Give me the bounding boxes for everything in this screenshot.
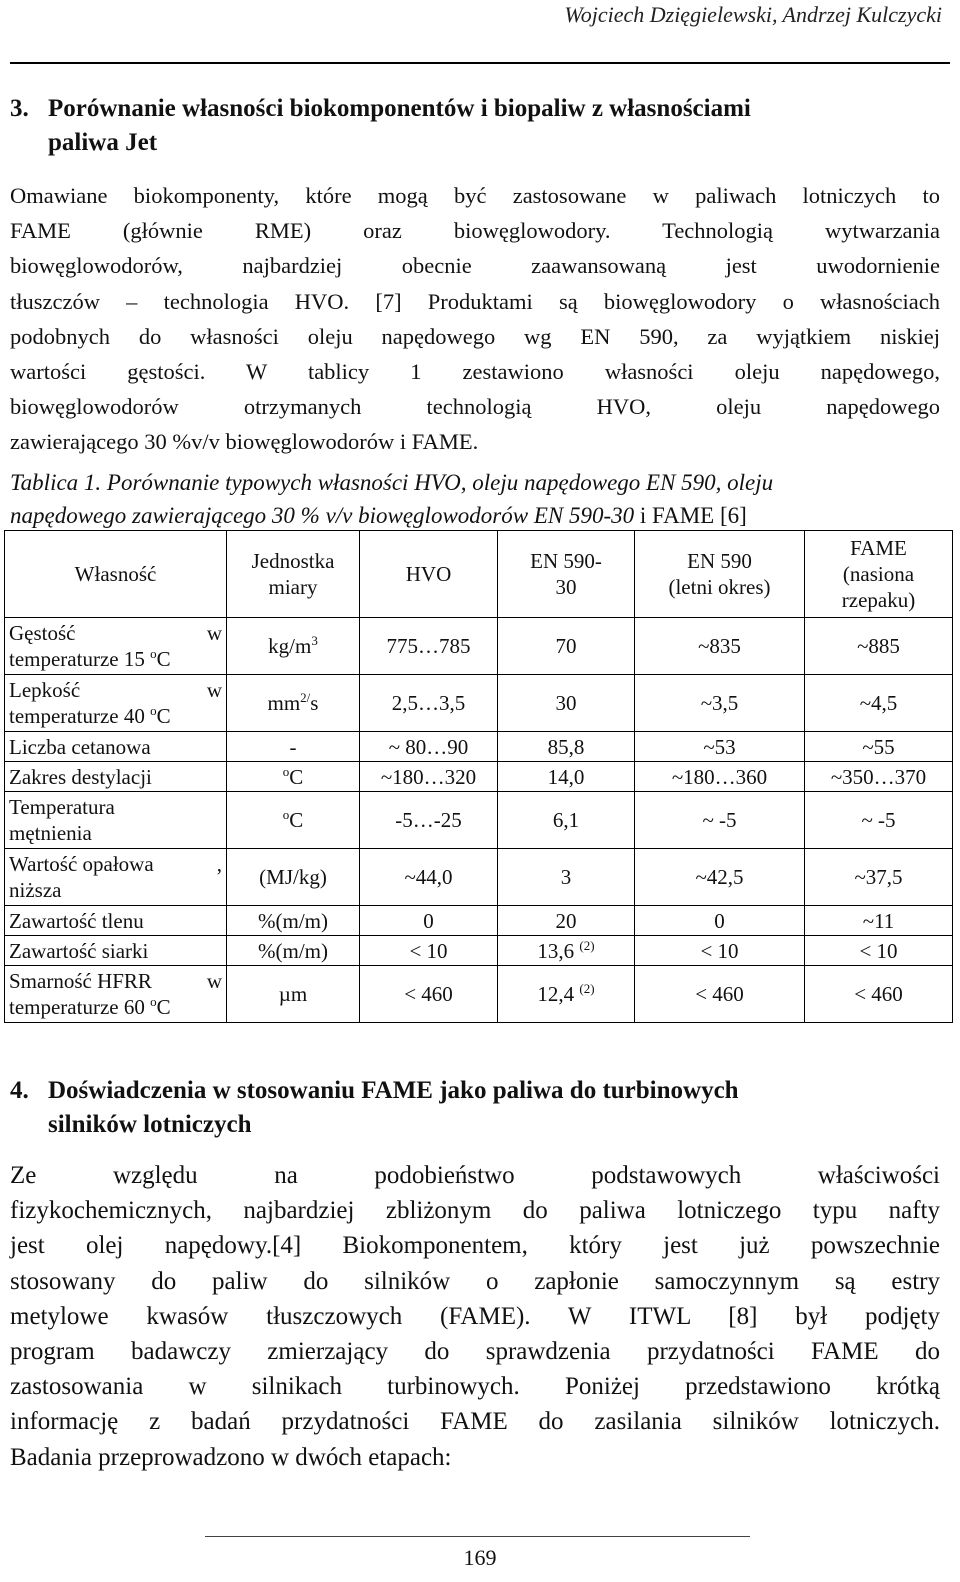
row-unit: $^o$C (227, 762, 360, 792)
row-unit: - (227, 732, 360, 762)
row-property: Zawartość siarki (5, 936, 227, 966)
row-hvo: 775…785 (360, 618, 498, 675)
paragraph-line: metylowe kwasów tłuszczowych (FAME). W ITWL [8] był podjęty (10, 1302, 940, 1330)
row-hvo: 2,5…3,5 (360, 675, 498, 732)
table-row (5, 966, 953, 1023)
section-4-heading (10, 1074, 940, 1142)
paragraph-line: fizykochemicznych, najbardziej zbliżonym do paliwa lotniczego typu nafty (10, 1197, 940, 1225)
section-4-title-line1: Doświadczenia w stosowaniu FAME jako paliwa do turbinowych (48, 1077, 739, 1104)
row-fame: ~37,5 (805, 849, 953, 906)
header-en590-30: EN 590- 30 (498, 531, 635, 618)
row-fame: < 460 (805, 966, 953, 1023)
row-en590-30: 14,0 (498, 762, 635, 792)
properties-table (4, 530, 953, 1023)
row-en590: < 460 (635, 966, 805, 1023)
paragraph-line: stosowany do paliw do silników o zapłonie samoczynnym są estry (10, 1267, 940, 1295)
row-hvo: 0 (360, 906, 498, 936)
section-4-title-line2: silników lotniczych (48, 1111, 252, 1138)
row-hvo: ~180…320 (360, 762, 498, 792)
row-unit: $kg/m^3$ (227, 618, 360, 675)
footer-rule (205, 1536, 750, 1537)
row-en590-30: 12,4 $^{(2)}$ (498, 966, 635, 1023)
section-3-title-line2: paliwa Jet (48, 129, 158, 156)
row-property: Lepkość w temperaturze 40 $^o$C (5, 675, 227, 732)
row-fame: ~885 (805, 618, 953, 675)
row-hvo: -5…-25 (360, 792, 498, 849)
paragraph-line: Omawiane biokomponenty, które mogą być zastosowane w paliwach lotniczych to (10, 183, 940, 208)
row-en590-30: 70 (498, 618, 635, 675)
caption-line2-plain: i FAME [6] (634, 503, 747, 528)
section-3-title-line1: Porównanie własności biokomponentów i biopaliw z własnościami (48, 95, 751, 122)
caption-line1: Tablica 1. Porównanie typowych własności HVO, oleju napędowego EN 590, oleju (10, 470, 774, 495)
row-property: Zawartość tlenu (5, 906, 227, 936)
paragraph-biocomponents (10, 178, 940, 460)
table-row (5, 936, 953, 966)
row-en590-30: 30 (498, 675, 635, 732)
table-row (5, 906, 953, 936)
row-hvo: < 10 (360, 936, 498, 966)
running-head: Wojciech Dzięgielewski, Andrzej Kulczycki (564, 2, 942, 27)
table-row (5, 762, 953, 792)
table-row (5, 792, 953, 849)
page-number: 169 (463, 1545, 497, 1570)
row-fame: < 10 (805, 936, 953, 966)
paragraph-line: biowęglowodorów otrzymanych technologią HVO, oleju napędowego (10, 394, 940, 420)
section-3-number: 3. (10, 95, 29, 122)
row-en590: < 10 (635, 936, 805, 966)
row-fame: ~350…370 (805, 762, 953, 792)
paragraph-line: program badawczy zmierzający do sprawdzenia przydatności FAME do (10, 1338, 940, 1366)
row-en590: ~ -5 (635, 792, 805, 849)
row-hvo: < 460 (360, 966, 498, 1023)
row-property: Zakres destylacji (5, 762, 227, 792)
paragraph-line: zastosowania w silnikach turbinowych. Poniżej przedstawiono krótką (10, 1373, 940, 1401)
table-row (5, 732, 953, 762)
row-property: Smarność HFRR w temperaturze 60 $^o$C (5, 966, 227, 1023)
paragraph-line: informację z badań przydatności FAME do zasilania silników lotniczych. (10, 1408, 940, 1436)
row-en590-30: 3 (498, 849, 635, 906)
row-hvo: ~44,0 (360, 849, 498, 906)
header-en590: EN 590 (letni okres) (635, 531, 805, 618)
paragraph-line: Badania przeprowadzono w dwóch etapach: (10, 1443, 452, 1471)
paragraph-line: podobnych do własności oleju napędowego wg EN 590, za wyjątkiem niskiej (10, 323, 940, 349)
table-header-row (5, 531, 953, 618)
caption-line2-italic: napędowego zawierającego 30 % v/v biowęglowodorów EN 590-30 (10, 503, 635, 528)
section-4-number: 4. (10, 1077, 29, 1104)
paragraph-line: jest olej napędowy.[4] Biokomponentem, który jest już powszechnie (10, 1232, 940, 1260)
row-en590: ~42,5 (635, 849, 805, 906)
paragraph-line: zawierającego 30 %v/v biowęglowodorów i FAME. (10, 429, 479, 455)
paragraph-fame-experience (10, 1158, 940, 1475)
row-en590: ~835 (635, 618, 805, 675)
paragraph-line: Ze względu na podobieństwo podstawowych właściwości (10, 1162, 940, 1189)
row-en590-30: 85,8 (498, 732, 635, 762)
row-property: Liczba cetanowa (5, 732, 227, 762)
row-en590-30: 13,6 $^{(2)}$ (498, 936, 635, 966)
paragraph-line: biowęglowodorów, najbardziej obecnie zaawansowaną jest uwodornienie (10, 253, 940, 279)
row-property: Temperatura mętnienia (5, 792, 227, 849)
header-rule (10, 62, 950, 64)
row-en590: ~3,5 (635, 675, 805, 732)
row-unit: $^o$C (227, 792, 360, 849)
paragraph-line: tłuszczów – technologia HVO. [7] Produktami są biowęglowodory o własnościach (10, 288, 940, 314)
row-unit: (MJ/kg) (227, 849, 360, 906)
table-row (5, 849, 953, 906)
row-fame: ~4,5 (805, 675, 953, 732)
row-fame: ~11 (805, 906, 953, 936)
row-en590-30: 20 (498, 906, 635, 936)
row-unit: %(m/m) (227, 936, 360, 966)
paragraph-line: wartości gęstości. W tablicy 1 zestawiono własności oleju napędowego, (10, 359, 940, 385)
row-unit: µm (227, 966, 360, 1023)
row-property: Wartość opałowa , niższa (5, 849, 227, 906)
row-hvo: ~ 80…90 (360, 732, 498, 762)
row-fame: ~55 (805, 732, 953, 762)
row-en590: ~180…360 (635, 762, 805, 792)
paragraph-line: FAME (głównie RME) oraz biowęglowodory. Technologią wytwarzania (10, 218, 940, 244)
row-unit: %(m/m) (227, 906, 360, 936)
header-property: Własność (5, 531, 227, 618)
row-unit: $mm^{2/}s$ (227, 675, 360, 732)
row-en590-30: 6,1 (498, 792, 635, 849)
row-property: Gęstość w temperaturze 15 $^o$C (5, 618, 227, 675)
header-hvo: HVO (360, 531, 498, 618)
table-row (5, 618, 953, 675)
header-unit: Jednostka miary (227, 531, 360, 618)
table-row (5, 675, 953, 732)
row-en590: 0 (635, 906, 805, 936)
section-3-heading (10, 92, 940, 160)
header-fame: FAME (nasiona rzepaku) (805, 531, 953, 618)
row-en590: ~53 (635, 732, 805, 762)
table-caption (10, 466, 945, 532)
row-fame: ~ -5 (805, 792, 953, 849)
